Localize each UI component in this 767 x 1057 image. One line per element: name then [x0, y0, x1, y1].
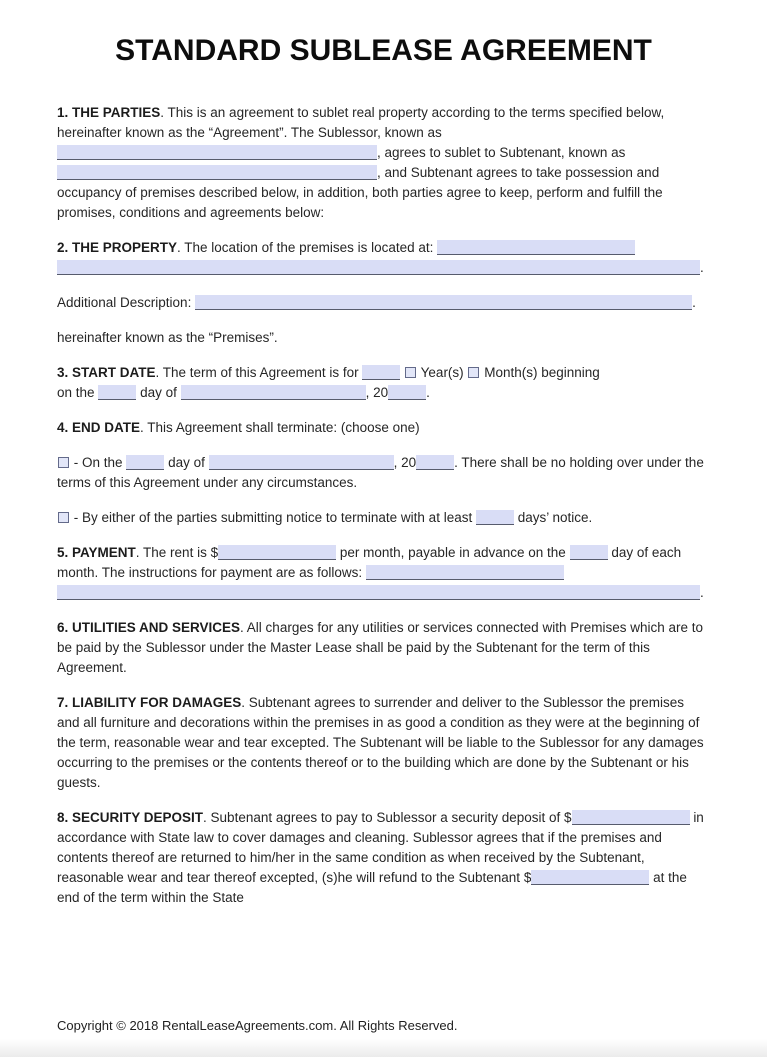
- paragraph-text: . This Agreement shall terminate: (choose one): [140, 420, 420, 435]
- start-month-field[interactable]: [181, 385, 366, 400]
- paragraph-text: days’ notice.: [517, 510, 593, 525]
- currency-symbol: $: [210, 545, 219, 560]
- additional-description-label: Additional Description:: [57, 295, 192, 310]
- months-checkbox[interactable]: [468, 367, 479, 378]
- end-year-field[interactable]: [416, 455, 454, 470]
- refund-amount-field[interactable]: [531, 870, 649, 885]
- section-security-deposit-heading: 8. SECURITY DEPOSIT: [57, 810, 204, 825]
- section-end-date: [57, 418, 710, 438]
- section-liability-heading: 7. LIABILITY FOR DAMAGES: [57, 695, 242, 710]
- end-date-option-fixed: [57, 453, 710, 493]
- additional-description-field[interactable]: [195, 295, 692, 310]
- rent-amount-field[interactable]: [218, 545, 336, 560]
- paragraph-text: - By either of the parties submitting notice to terminate with at least: [73, 510, 473, 525]
- notice-days-field[interactable]: [476, 510, 514, 525]
- years-checkbox[interactable]: [405, 367, 416, 378]
- paragraph-text: on the: [57, 385, 95, 400]
- section-security-deposit: [57, 808, 710, 908]
- section-utilities: [57, 618, 710, 678]
- term-length-field[interactable]: [362, 365, 400, 380]
- deposit-amount-field[interactable]: [572, 810, 690, 825]
- paragraph-text: . Subtenant agrees to surrender and deliver to the Sublessor the premises and all furniture and decorations within the premises in as good a condition as they were at the beginning of the term, reasonable wear and tear excepted. The Subtenant will be liable to the Sublessor for any damages occurring to the premises or the contents thereof or to the building which are done by the Subtenant or his guests.: [57, 695, 704, 790]
- paragraph-text: - On the: [73, 455, 123, 470]
- sublessor-name-field[interactable]: [57, 145, 377, 160]
- months-checkbox-label: Month(s) beginning: [484, 365, 600, 380]
- document-body: [57, 103, 710, 908]
- section-parties: [57, 103, 710, 223]
- property-additional-description-row: [57, 293, 710, 313]
- paragraph-text: , agrees to sublet to Subtenant, known as: [377, 145, 626, 160]
- paragraph-text: hereinafter known as the “Premises”.: [57, 330, 278, 345]
- premises-location-field[interactable]: [437, 240, 635, 255]
- section-start-date: [57, 363, 710, 403]
- paragraph-text: .: [426, 385, 430, 400]
- paragraph-text: , 20: [393, 455, 417, 470]
- paragraph-text: day of: [140, 385, 177, 400]
- paragraph-text: in accordance with State law to cover damages and cleaning. Sublessor agrees that if the premises and contents thereof are returned to him/her in the same condition as when received by the Subtenant, reasonable wear and tear thereof excepted, (s)he will refund to the Subtenant: [57, 810, 704, 885]
- section-payment: [57, 543, 710, 603]
- section-start-date-heading: 3. START DATE: [57, 365, 156, 380]
- paragraph-text: . The rent is: [135, 545, 207, 560]
- start-year-field[interactable]: [388, 385, 426, 400]
- document-page: [0, 33, 767, 1057]
- end-month-field[interactable]: [209, 455, 394, 470]
- subtenant-name-field[interactable]: [57, 165, 377, 180]
- currency-symbol: $: [523, 870, 532, 885]
- paragraph-text: per month, payable in advance on the: [339, 545, 566, 560]
- section-liability: [57, 693, 710, 793]
- paragraph-text: . Subtenant agrees to pay to Sublessor a security deposit of: [203, 810, 561, 825]
- currency-symbol: $: [564, 810, 572, 825]
- start-day-field[interactable]: [98, 385, 136, 400]
- payment-instructions-field-2[interactable]: [57, 585, 700, 600]
- paragraph-text: . There shall be no holding over under the terms of this Agreement under any circumstances.: [57, 455, 704, 490]
- payment-instructions-field[interactable]: [366, 565, 564, 580]
- end-notice-checkbox[interactable]: [58, 512, 69, 523]
- paragraph-text: , and Subtenant agrees to take possession and occupancy of premises described below, in addition, both parties agree to keep, perform and fulfill the promises, conditions and agreements below:: [57, 165, 663, 220]
- section-parties-heading: 1. THE PARTIES: [57, 105, 161, 120]
- section-end-date-heading: 4. END DATE: [57, 420, 141, 435]
- page-edge-shade: [0, 1039, 767, 1057]
- paragraph-text: day of: [168, 455, 205, 470]
- end-day-field[interactable]: [126, 455, 164, 470]
- paragraph-text: .: [700, 260, 704, 275]
- end-date-option-notice: [57, 508, 710, 528]
- paragraph-text: at the end of the term within the State: [57, 870, 687, 905]
- paragraph-text: . The location of the premises is located at:: [177, 240, 434, 255]
- years-checkbox-label: Year(s): [420, 365, 464, 380]
- paragraph-text: . This is an agreement to sublet real property according to the terms specified below, hereinafter known as the “Agreement”. The Sublessor, known as: [57, 105, 665, 140]
- document-title: STANDARD SUBLEASE AGREEMENT: [115, 34, 652, 67]
- end-fixed-date-checkbox[interactable]: [58, 457, 69, 468]
- paragraph-text: . All charges for any utilities or services connected with Premises which are to be paid by the Sublessor under the Master Lease shall be paid by the Subtenant for the term of this Agreement.: [57, 620, 703, 675]
- page-container: [0, 33, 767, 1033]
- paragraph-text: . The term of this Agreement is for: [155, 365, 359, 380]
- paragraph-text: .: [692, 295, 696, 310]
- copyright-notice: Copyright © 2018 RentalLeaseAgreements.com. All Rights Reserved.: [57, 1018, 458, 1033]
- section-property: [57, 238, 710, 278]
- section-property-heading: 2. THE PROPERTY: [57, 240, 178, 255]
- section-payment-heading: 5. PAYMENT: [57, 545, 136, 560]
- section-utilities-heading: 6. UTILITIES AND SERVICES: [57, 620, 241, 635]
- premises-location-field-2[interactable]: [57, 260, 700, 275]
- paragraph-text: , 20: [365, 385, 389, 400]
- rent-due-day-field[interactable]: [570, 545, 608, 560]
- paragraph-text: day of each month. The instructions for payment are as follows:: [57, 545, 682, 580]
- property-premises-note: [57, 328, 710, 348]
- paragraph-text: .: [700, 585, 704, 600]
